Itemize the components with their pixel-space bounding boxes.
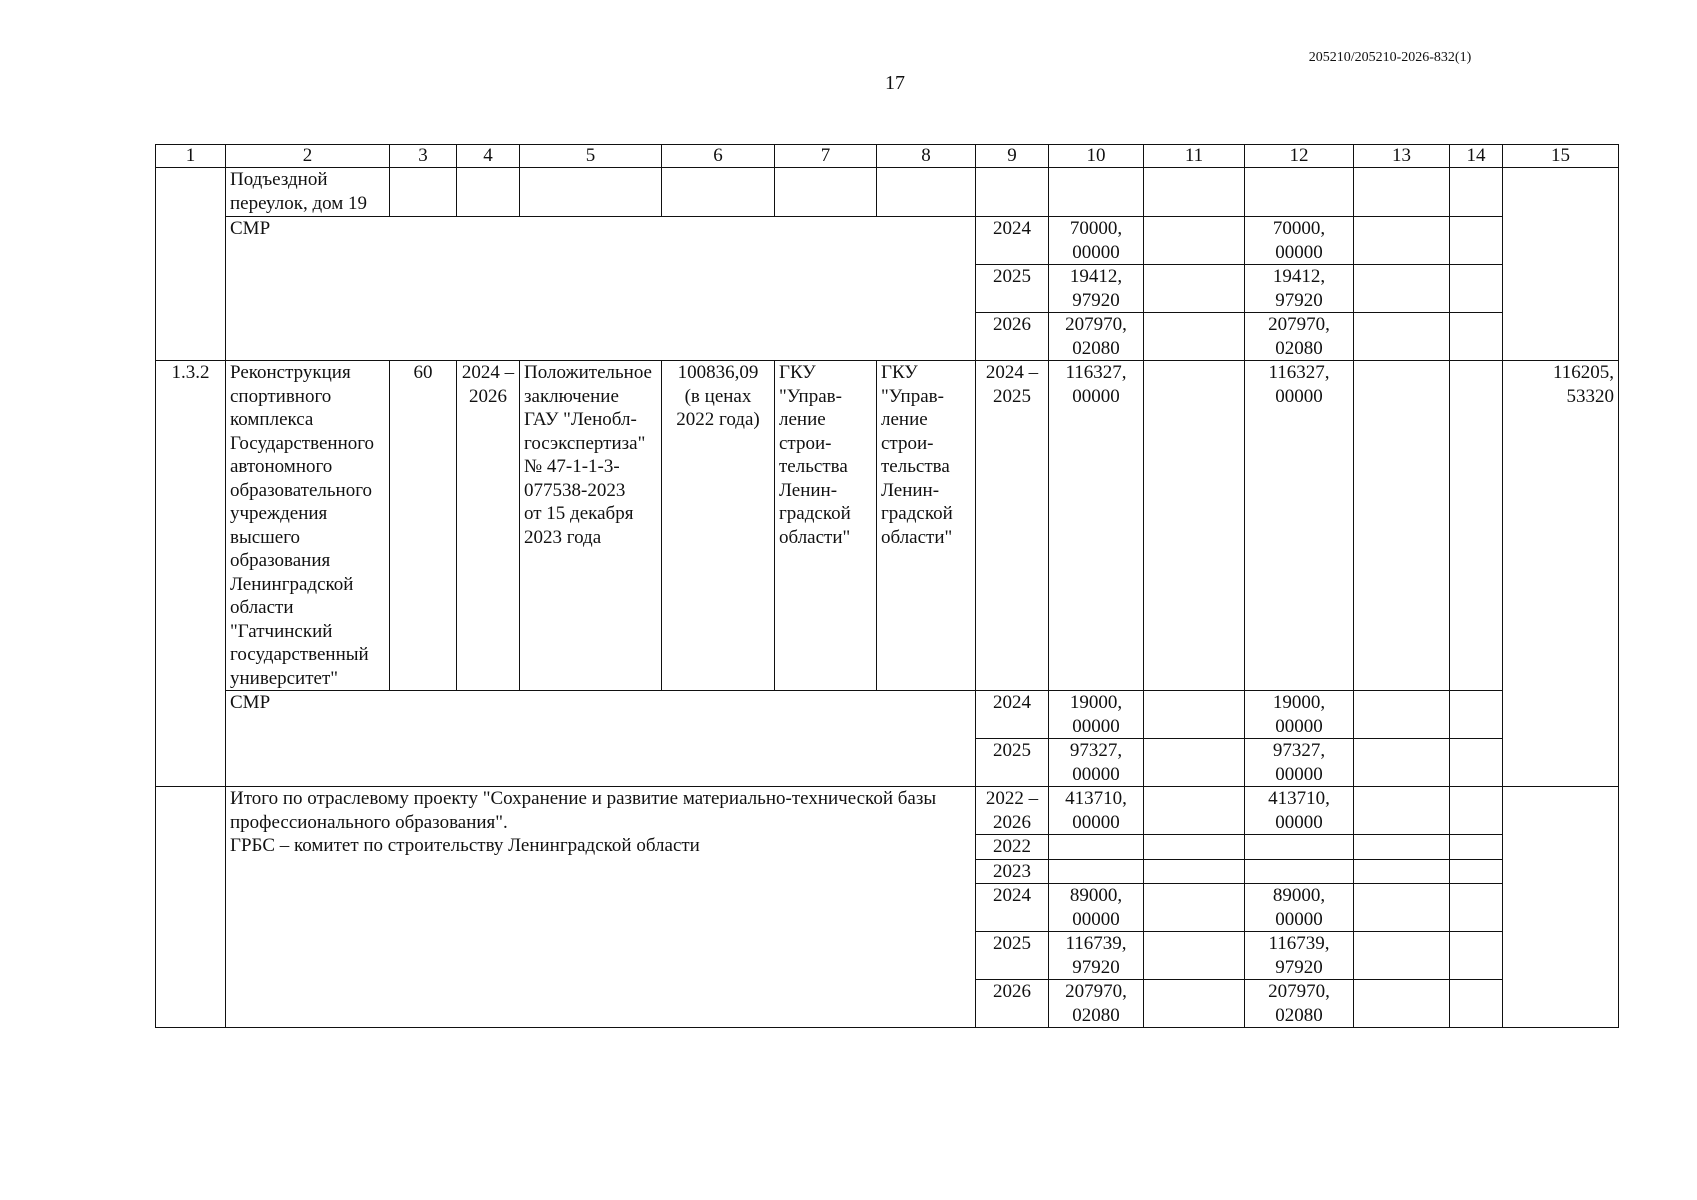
item-col15: 116205, 53320 [1503,361,1619,787]
year-cell: 2024 [976,691,1049,739]
year-cell: 2024 [976,884,1049,932]
cell-empty [1144,980,1245,1028]
cell-empty [1144,168,1245,217]
year-cell: 2025 [976,265,1049,313]
cell-empty [1144,787,1245,835]
item-years: 2024 – 2025 [976,361,1049,691]
cell-empty [1354,739,1450,787]
value-cell: 116739, 97920 [1049,932,1144,980]
value-cell: 207970, 02080 [1245,313,1354,361]
cell-empty [1144,313,1245,361]
value-cell: 207970, 02080 [1049,980,1144,1028]
cell-empty [1354,265,1450,313]
cell-empty [1354,980,1450,1028]
cell-empty [1144,932,1245,980]
cell-empty [1354,691,1450,739]
cell-empty [1354,313,1450,361]
cell-empty [662,168,775,217]
cell-empty [877,168,976,217]
cell-empty [1450,859,1503,884]
year-cell: 2022 – 2026 [976,787,1049,835]
column-header: 13 [1354,145,1450,168]
item-number: 1.3.2 [156,361,226,787]
value-cell: 70000, 00000 [1245,217,1354,265]
cell-empty [976,168,1049,217]
value-cell: 207970, 02080 [1245,980,1354,1028]
value-cell: 19000, 00000 [1245,691,1354,739]
year-cell: 2023 [976,859,1049,884]
value-cell: 89000, 00000 [1049,884,1144,932]
table-row [156,691,1619,739]
column-header: 1 [156,145,226,168]
column-header: 15 [1503,145,1619,168]
value-cell: 19000, 00000 [1049,691,1144,739]
cell-empty [1354,835,1450,860]
document-id: 205210/205210-2026-832(1) [1308,50,1472,65]
column-header: 11 [1144,145,1245,168]
value-cell: 97327, 00000 [1049,739,1144,787]
column-header: 7 [775,145,877,168]
value-cell [1049,859,1144,884]
value-cell: 116327, 00000 [1049,361,1144,691]
cell-empty [1503,787,1619,1028]
cell-empty [1450,313,1503,361]
column-header: 10 [1049,145,1144,168]
cell-empty [1354,859,1450,884]
column-header: 2 [226,145,390,168]
value-cell [1245,859,1354,884]
column-header: 5 [520,145,662,168]
cell-empty [1450,980,1503,1028]
program-table [155,144,1619,1028]
cell-empty [1354,884,1450,932]
cell-empty [1144,217,1245,265]
column-header: 8 [877,145,976,168]
cell-empty [1354,787,1450,835]
cell-empty [1450,884,1503,932]
smr-label: СМР [226,217,976,361]
cell-empty [1450,835,1503,860]
cell-empty [1354,217,1450,265]
item-customer: ГКУ "Управ- ление строи- тельства Ленин- градской области" [775,361,877,691]
value-cell: 116327, 00000 [1245,361,1354,691]
table-row [156,361,1619,691]
page-number: 17 [885,72,905,94]
value-cell: 97327, 00000 [1245,739,1354,787]
cell-empty [1144,361,1245,691]
cell-empty [1450,787,1503,835]
value-cell: 413710, 00000 [1245,787,1354,835]
item-period: 2024 – 2026 [457,361,520,691]
value-cell: 116739, 97920 [1245,932,1354,980]
item-name: Реконструкция спортивного комплекса Государственного автономного образовательного учреждения высшего образования Ленинградской области "Гатчинский государственный университет" [226,361,390,691]
value-cell [1049,835,1144,860]
table-row [156,168,1619,217]
column-header: 6 [662,145,775,168]
header-row [156,145,1619,168]
cell-empty [1450,168,1503,217]
cell-empty [1450,361,1503,691]
column-header: 9 [976,145,1049,168]
value-cell: 19412, 97920 [1245,265,1354,313]
cell-empty [1144,265,1245,313]
value-cell [1245,835,1354,860]
cell-empty [1354,361,1450,691]
year-cell: 2026 [976,313,1049,361]
cell-empty [1503,168,1619,361]
column-header: 4 [457,145,520,168]
item-col3: 60 [390,361,457,691]
cell-empty [1450,217,1503,265]
cell-empty [1049,168,1144,217]
year-cell: 2026 [976,980,1049,1028]
cell-empty [775,168,877,217]
value-cell: 89000, 00000 [1245,884,1354,932]
cell-empty [1144,884,1245,932]
column-header: 14 [1450,145,1503,168]
cell-empty [1450,739,1503,787]
year-cell: 2025 [976,739,1049,787]
cell-empty [1144,691,1245,739]
cell-empty [1450,932,1503,980]
smr-label: СМР [226,691,976,787]
value-cell: 207970, 02080 [1049,313,1144,361]
year-cell: 2025 [976,932,1049,980]
cell-empty [1144,739,1245,787]
item-expertise: Положительное заключение ГАУ "Ленобл- госэкспертиза" № 47-1-1-3- 077538-2023 от 15 декабря 2023 года [520,361,662,691]
address-tail: Подъездной переулок, дом 19 [226,168,390,217]
table-row [156,217,1619,265]
total-label: Итого по отраслевому проекту "Сохранение и развитие материально-технической базы профессионального образования". ГРБС – комитет по строительству Ленинградской области [226,787,976,1028]
cell-empty [390,168,457,217]
cell-empty [156,787,226,1028]
cell-empty [520,168,662,217]
value-cell: 19412, 97920 [1049,265,1144,313]
year-cell: 2024 [976,217,1049,265]
cell-empty [1245,168,1354,217]
cell-empty [1450,691,1503,739]
table-row [156,787,1619,835]
cell-empty [1450,265,1503,313]
column-header: 12 [1245,145,1354,168]
column-header: 3 [390,145,457,168]
cell-empty [156,168,226,361]
value-cell: 70000, 00000 [1049,217,1144,265]
value-cell: 413710, 00000 [1049,787,1144,835]
cell-empty [457,168,520,217]
cell-empty [1144,835,1245,860]
year-cell: 2022 [976,835,1049,860]
item-contractor: ГКУ "Управ- ление строи- тельства Ленин- градской области" [877,361,976,691]
item-cost: 100836,09 (в ценах 2022 года) [662,361,775,691]
cell-empty [1354,168,1450,217]
cell-empty [1144,859,1245,884]
cell-empty [1354,932,1450,980]
